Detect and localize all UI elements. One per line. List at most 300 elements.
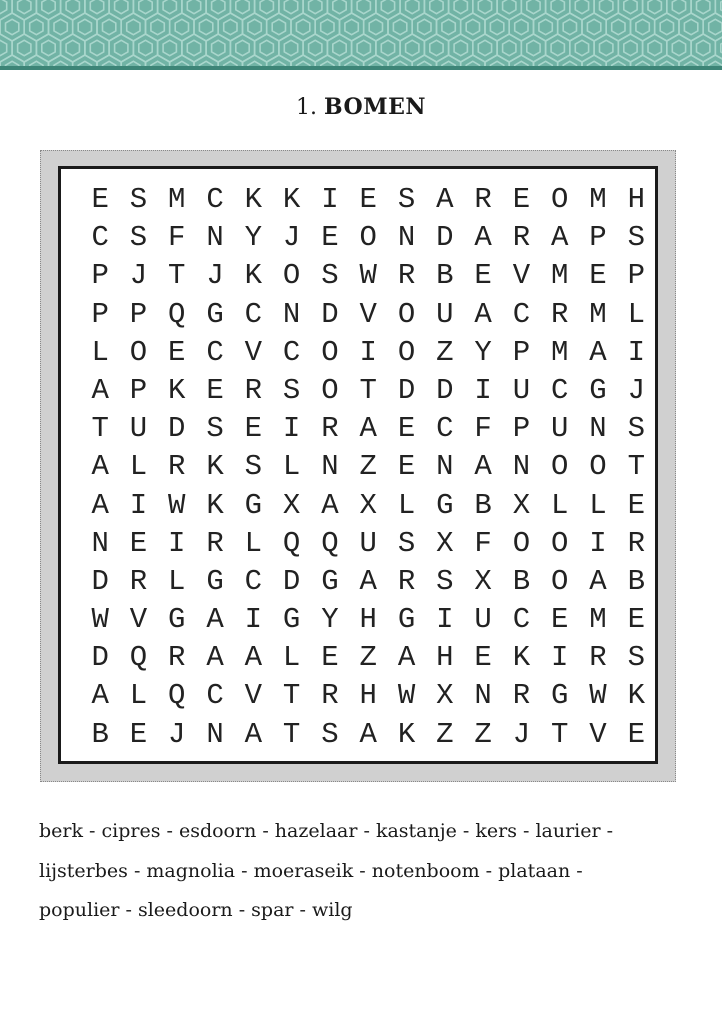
hexagon-inner-shape [515,19,528,34]
grid-letter[interactable]: K [168,373,186,407]
grid-letter[interactable]: R [512,221,531,255]
grid-letter[interactable]: S [129,221,148,255]
grid-letter[interactable]: S [436,564,454,598]
grid-letter[interactable]: E [474,641,492,675]
hexagon-shape [109,0,133,20]
grid-letter[interactable]: W [397,679,416,713]
grid-letter[interactable]: A [91,679,109,713]
grid-letter[interactable]: C [436,412,454,446]
grid-letter[interactable]: E [321,221,339,255]
grid-letter[interactable]: T [91,412,109,446]
hexagon-shape [594,0,618,20]
hexagon-shape [352,0,376,20]
grid-letter[interactable]: U [436,297,454,331]
grid-letter[interactable]: S [244,450,263,484]
hexagon-inner-shape [224,19,237,34]
grid-letter[interactable]: K [512,641,531,675]
hexagon-shape [279,0,303,20]
grid-letter[interactable]: K [627,679,645,713]
grid-letter[interactable]: N [282,297,301,331]
grid-letter[interactable]: R [168,450,186,484]
grid-letter[interactable]: X [512,488,531,522]
hexagon-inner-shape [357,40,370,55]
grid-letter[interactable]: H [359,679,377,713]
hexagon-shape [303,0,327,20]
grid-letter[interactable]: Z [436,335,454,369]
grid-letter[interactable]: U [512,373,531,407]
grid-letter[interactable]: O [321,335,339,369]
grid-letter[interactable]: S [397,183,416,216]
grid-letter[interactable]: L [129,450,148,484]
hexagon-inner-shape [430,0,443,14]
grid-letter[interactable]: L [244,526,263,560]
grid-letter[interactable]: A [91,488,109,522]
hexagon-inner-shape [648,0,661,14]
grid-letter[interactable]: I [627,335,645,369]
grid-letter[interactable]: L [589,488,607,522]
grid-letter[interactable]: K [244,183,263,216]
grid-letter[interactable]: E [397,412,416,446]
grid-letter[interactable]: V [244,335,263,369]
hexagon-inner-shape [660,19,673,34]
grid-letter[interactable]: Q [168,297,186,331]
grid-letter[interactable]: C [206,183,224,216]
grid-letter[interactable]: W [359,259,377,293]
hexagon-inner-shape [624,40,637,55]
grid-letter[interactable]: J [627,373,645,407]
grid-letter[interactable]: R [551,297,569,331]
grid-letter[interactable]: I [129,488,148,522]
grid-letter[interactable]: S [282,373,301,407]
hexagon-inner-shape [0,40,7,55]
grid-letter[interactable]: B [436,259,454,293]
grid-letter[interactable]: N [321,450,339,484]
grid-letter[interactable]: H [627,183,645,216]
grid-letter[interactable]: K [397,717,416,751]
word-list [39,812,689,931]
grid-letter[interactable]: S [397,526,416,560]
grid-letter[interactable]: D [282,564,301,598]
grid-letter[interactable]: F [168,221,186,255]
grid-letter[interactable]: W [589,679,607,713]
grid-letter[interactable]: A [359,717,377,751]
grid-letter[interactable]: G [206,297,224,331]
title-number: 1. [296,95,318,120]
hexagon-inner-shape [600,40,613,55]
grid-letter[interactable]: B [474,488,492,522]
grid-letter[interactable]: E [627,603,645,637]
hexagon-shape [230,0,254,20]
grid-letter[interactable]: A [474,221,492,255]
grid-letter[interactable]: Y [321,603,339,637]
grid-letter[interactable]: R [627,526,645,560]
hexagon-inner-shape [163,40,176,55]
grid-letter[interactable]: Q [282,526,301,560]
grid-letter[interactable]: C [206,335,224,369]
grid-letter[interactable]: A [206,603,224,637]
grid-letter[interactable]: O [551,564,569,598]
grid-letter[interactable]: E [589,259,607,293]
grid-letter[interactable]: I [244,603,263,637]
hexagon-inner-shape [151,19,164,34]
grid-letter[interactable]: E [129,526,148,560]
grid-letter[interactable]: K [206,488,224,522]
grid-letter[interactable]: D [91,564,109,598]
hexagon-inner-shape [296,19,309,34]
hexagon-shape [327,0,351,20]
hexagon-inner-shape [648,40,661,55]
grid-letter[interactable]: S [321,259,339,293]
grid-letter[interactable]: R [397,564,416,598]
hexagon-inner-shape [551,0,564,14]
hexagon-shape [473,0,497,20]
grid-letter[interactable]: Z [359,450,377,484]
grid-letter[interactable]: Q [129,641,148,675]
hexagon-inner-shape [333,40,346,55]
grid-letter[interactable]: A [474,297,492,331]
grid-letter[interactable]: A [244,641,263,675]
grid-letter[interactable]: B [627,564,645,598]
hexagon-inner-shape [42,0,55,14]
grid-letter[interactable]: Z [436,717,454,751]
grid-letter[interactable]: A [206,641,224,675]
grid-letter[interactable]: O [551,183,569,216]
hexagon-shape [570,0,594,20]
hexagon-inner-shape [575,0,588,14]
grid-letter[interactable]: D [397,373,416,407]
grid-letter[interactable]: I [282,412,301,446]
grid-letter[interactable]: I [589,526,607,560]
grid-letter[interactable]: A [436,183,454,216]
grid-letter[interactable]: G [321,564,339,598]
grid-letter[interactable]: K [244,259,263,293]
grid-letter[interactable]: X [359,488,377,522]
grid-letter[interactable]: I [321,183,339,216]
grid-letter[interactable]: J [512,717,531,751]
hexagon-inner-shape [309,0,322,14]
hexagon-inner-shape [454,0,467,14]
grid-letter[interactable]: T [168,259,186,293]
grid-letter[interactable]: P [512,412,531,446]
hexagon-inner-shape [539,19,552,34]
grid-letter[interactable]: E [359,183,377,216]
hexagon-inner-shape [527,40,540,55]
grid-letter[interactable]: M [589,183,607,216]
grid-letter[interactable]: A [589,335,607,369]
grid-letter[interactable]: D [168,412,186,446]
word-list-line: berk - cipres - esdoorn - hazelaar - kastanje - kers - laurier - [39,820,614,842]
grid-letter[interactable]: H [359,603,377,637]
grid-letter[interactable]: T [282,679,301,713]
grid-letter[interactable]: V [589,717,607,751]
grid-letter[interactable]: C [244,564,263,598]
grid-letter[interactable]: O [551,450,569,484]
grid-letter[interactable]: E [627,488,645,522]
grid-letter[interactable]: K [206,450,224,484]
grid-letter[interactable]: C [91,221,109,255]
hexagon-inner-shape [212,40,225,55]
hexagon-inner-shape [503,0,516,14]
grid-letter[interactable]: A [359,564,377,598]
hexagon-inner-shape [406,40,419,55]
grid-letter[interactable]: D [321,297,339,331]
grid-letter[interactable]: N [589,412,607,446]
grid-letter[interactable]: D [436,373,454,407]
grid-letter[interactable]: S [627,412,645,446]
grid-letter[interactable]: P [91,297,109,331]
grid-letter[interactable]: L [168,564,186,598]
grid-letter[interactable]: V [244,679,263,713]
grid-letter[interactable]: E [129,717,148,751]
grid-letter[interactable]: I [168,526,186,560]
grid-letter[interactable]: N [206,221,224,255]
hexagon-inner-shape [260,0,273,14]
grid-letter[interactable]: C [512,603,531,637]
grid-letter[interactable]: P [627,259,645,293]
grid-letter[interactable]: D [91,641,109,675]
grid-letter[interactable]: R [129,564,148,598]
grid-letter[interactable]: G [551,679,569,713]
grid-letter[interactable]: U [474,603,492,637]
grid-letter[interactable]: X [436,679,454,713]
grid-letter[interactable]: R [589,641,607,675]
grid-letter[interactable]: C [244,297,263,331]
grid-letter[interactable]: Q [321,526,339,560]
hexagon-inner-shape [503,40,516,55]
grid-letter[interactable]: E [244,412,263,446]
grid-letter[interactable]: Y [474,335,492,369]
hexagon-inner-shape [418,19,431,34]
grid-letter[interactable]: Z [474,717,492,751]
grid-letter[interactable]: R [206,526,224,560]
grid-letter[interactable]: E [474,259,492,293]
grid-letter[interactable]: Y [244,221,263,255]
grid-letter[interactable]: C [206,679,224,713]
grid-letter[interactable]: R [168,641,186,675]
hexagon-inner-shape [127,19,140,34]
grid-letter[interactable]: G [244,488,263,522]
hexagon-inner-shape [66,40,79,55]
grid-letter[interactable]: J [168,717,186,751]
grid-letter[interactable]: G [436,488,454,522]
grid-letter[interactable]: R [474,183,492,216]
grid-letter[interactable]: E [91,183,109,216]
grid-letter[interactable]: N [512,450,531,484]
hexagon-inner-shape [90,0,103,14]
grid-letter[interactable]: L [91,335,109,369]
grid-letter[interactable]: E [627,717,645,751]
grid-letter[interactable]: A [321,488,339,522]
grid-letter[interactable]: R [397,259,416,293]
grid-letter[interactable]: Q [168,679,186,713]
grid-letter[interactable]: J [129,259,148,293]
grid-letter[interactable]: I [474,373,492,407]
grid-letter[interactable]: I [551,641,569,675]
grid-letter[interactable]: L [397,488,416,522]
grid-letter[interactable]: P [91,259,109,293]
grid-letter[interactable]: B [91,717,109,751]
grid-letter[interactable]: F [474,526,492,560]
grid-letter[interactable]: A [91,373,109,407]
grid-letter[interactable]: S [627,641,645,675]
grid-letter[interactable]: M [551,259,569,293]
grid-letter[interactable]: R [321,412,339,446]
grid-letter[interactable]: G [589,373,607,407]
grid-letter[interactable]: K [282,183,301,216]
grid-letter[interactable]: U [551,412,569,446]
grid-letter[interactable]: I [359,335,377,369]
hexagon-inner-shape [357,0,370,14]
hexagon-shape [376,0,400,20]
page-title [0,94,722,120]
grid-letter[interactable]: X [436,526,454,560]
title-name: BOMEN [324,94,426,120]
grid-letter[interactable]: E [397,450,416,484]
hexagon-shape [206,0,230,20]
grid-letter[interactable]: L [129,679,148,713]
grid-letter[interactable]: O [129,335,148,369]
hexagon-inner-shape [406,0,419,14]
grid-letter[interactable]: O [551,526,569,560]
grid-letter[interactable]: F [474,412,492,446]
grid-letter[interactable]: I [436,603,454,637]
letter-grid [81,181,655,754]
hexagon-shape [424,0,448,20]
hexagon-shape [691,0,715,20]
grid-letter[interactable]: G [282,603,301,637]
hexagon-inner-shape [697,40,710,55]
grid-letter[interactable]: J [282,221,301,255]
grid-letter[interactable]: G [168,603,186,637]
grid-letter[interactable]: U [129,412,148,446]
grid-letter[interactable]: C [512,297,531,331]
grid-letter[interactable]: V [359,297,377,331]
grid-letter[interactable]: N [397,221,416,255]
hexagon-inner-shape [612,19,625,34]
grid-letter[interactable]: L [551,488,569,522]
hexagon-inner-shape [672,0,685,14]
grid-letter[interactable]: S [627,221,645,255]
hexagon-shape [12,0,36,20]
grid-letter[interactable]: N [91,526,109,560]
grid-letter[interactable]: E [512,183,531,216]
hexagon-inner-shape [139,40,152,55]
grid-letter[interactable]: S [321,717,339,751]
grid-letter[interactable]: O [589,450,607,484]
grid-letter[interactable]: V [129,603,148,637]
grid-letter[interactable]: M [168,183,186,216]
grid-letter[interactable]: N [474,679,492,713]
grid-letter[interactable]: S [206,412,224,446]
hexagon-inner-shape [672,40,685,55]
grid-letter[interactable]: O [321,373,339,407]
grid-letter[interactable]: M [589,603,607,637]
grid-letter[interactable]: Z [359,641,377,675]
hexagon-inner-shape [175,19,188,34]
grid-letter[interactable]: U [359,526,377,560]
grid-letter[interactable]: P [129,373,148,407]
hexagon-inner-shape [90,40,103,55]
grid-letter[interactable]: T [627,450,645,484]
grid-letter[interactable]: W [168,488,186,522]
hexagon-inner-shape [236,0,249,14]
hexagon-inner-shape [709,19,722,34]
grid-letter[interactable]: W [91,603,109,637]
hexagon-inner-shape [636,19,649,34]
hexagon-inner-shape [381,0,394,14]
grid-letter[interactable]: N [206,717,224,751]
grid-letter[interactable]: B [512,564,531,598]
grid-letter[interactable]: A [474,450,492,484]
hexagon-inner-shape [103,19,116,34]
hexagon-pattern-banner [0,0,722,66]
hexagon-shape [618,0,642,20]
grid-letter[interactable]: O [397,335,416,369]
grid-letter[interactable]: M [551,335,569,369]
grid-letter[interactable]: O [512,526,531,560]
grid-letter[interactable]: O [282,259,301,293]
grid-letter[interactable]: L [282,450,301,484]
grid-letter[interactable]: D [436,221,454,255]
grid-letter[interactable]: E [321,641,339,675]
grid-letter[interactable]: E [551,603,569,637]
grid-letter[interactable]: G [206,564,224,598]
hexagon-inner-shape [54,19,67,34]
grid-letter[interactable]: L [282,641,301,675]
hexagon-inner-shape [393,19,406,34]
grid-letter[interactable]: S [129,183,148,216]
grid-letter[interactable]: R [244,373,263,407]
grid-letter[interactable]: P [129,297,148,331]
grid-letter[interactable]: E [206,373,224,407]
grid-letter[interactable]: T [359,373,377,407]
grid-letter[interactable]: A [359,412,377,446]
grid-letter[interactable]: E [168,335,186,369]
grid-letter[interactable]: A [244,717,263,751]
grid-letter[interactable]: C [282,335,301,369]
grid-letter[interactable]: X [282,488,301,522]
grid-letter[interactable]: O [397,297,416,331]
hexagon-inner-shape [527,0,540,14]
hexagon-shape [546,0,570,20]
grid-letter[interactable]: A [551,221,569,255]
grid-letter[interactable]: J [206,259,224,293]
grid-letter[interactable]: T [282,717,301,751]
grid-letter[interactable]: L [627,297,645,331]
hexagon-inner-shape [466,19,479,34]
hexagon-inner-shape [115,40,128,55]
grid-letter[interactable]: P [589,221,607,255]
grid-letter[interactable]: P [512,335,531,369]
grid-letter[interactable]: R [321,679,339,713]
grid-letter[interactable]: X [474,564,492,598]
word-list-line: lijsterbes - magnolia - moeraseik - notenboom - plataan - [39,859,583,882]
grid-letter[interactable]: A [91,450,109,484]
grid-letter[interactable]: G [397,603,416,637]
hexagon-inner-shape [115,0,128,14]
grid-letter[interactable]: A [589,564,607,598]
grid-letter[interactable]: T [551,717,569,751]
grid-letter[interactable]: A [397,641,416,675]
hexagon-inner-shape [697,0,710,14]
grid-letter[interactable]: O [359,221,377,255]
grid-letter[interactable]: V [512,259,531,293]
grid-letter[interactable]: C [551,373,569,407]
grid-letter[interactable]: N [436,450,454,484]
grid-letter[interactable]: R [512,679,531,713]
grid-letter[interactable]: M [589,297,607,331]
grid-letter[interactable]: H [436,641,454,675]
